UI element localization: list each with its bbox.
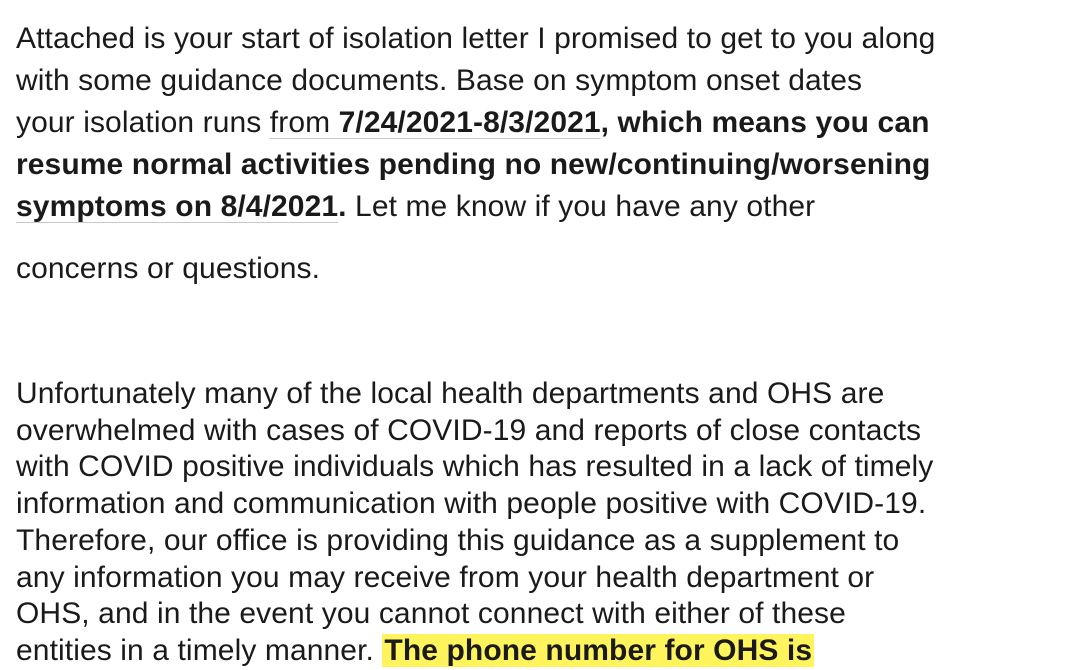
text-line: information and communication with people positive with COVID-19. (16, 487, 927, 521)
text-run: your isolation runs (16, 106, 270, 139)
text-run (270, 106, 601, 139)
line-gap (16, 228, 1066, 248)
text-line: OHS, and in the event you cannot connect with either of these (16, 597, 846, 631)
email-body (16, 18, 1066, 670)
text-line: with COVID positive individuals which has resulted in a lack of timely (16, 450, 934, 484)
isolation-date-range: 7/24/2021-8/3/2021 (338, 106, 601, 139)
text-line: overwhelmed with cases of COVID-19 and reports of close contacts (16, 413, 922, 447)
text-run: entities in a timely manner. (16, 633, 383, 667)
text-run: . (338, 190, 347, 223)
text-line: Therefore, our office is providing this guidance as a supplement to (16, 523, 900, 557)
text-line: with some guidance documents. Base on symptom onset dates (16, 64, 863, 97)
text-line: Unfortunately many of the local health departments and OHS are (16, 377, 885, 410)
text-line (16, 633, 1066, 670)
text-line: any information you may receive from your health department or (16, 560, 875, 594)
text-line (16, 144, 1066, 186)
text-line (16, 186, 1066, 228)
text-run: , which means you can (600, 106, 930, 139)
text-run: from (269, 106, 339, 139)
text-line (16, 102, 1066, 144)
paragraph-guidance (16, 376, 1066, 670)
text-run: Let me know if you have any other (346, 190, 816, 223)
text-line: concerns or questions. (16, 252, 321, 285)
highlighted-phone-text: The phone number for OHS is (384, 633, 813, 667)
paragraph-isolation-letter (16, 18, 1066, 290)
text-run: resume normal activities pending no new/continuing/worsening (16, 148, 931, 181)
text-line: Attached is your start of isolation letter I promised to get to you along (16, 22, 936, 55)
resume-date: symptoms on 8/4/2021 (16, 190, 339, 223)
